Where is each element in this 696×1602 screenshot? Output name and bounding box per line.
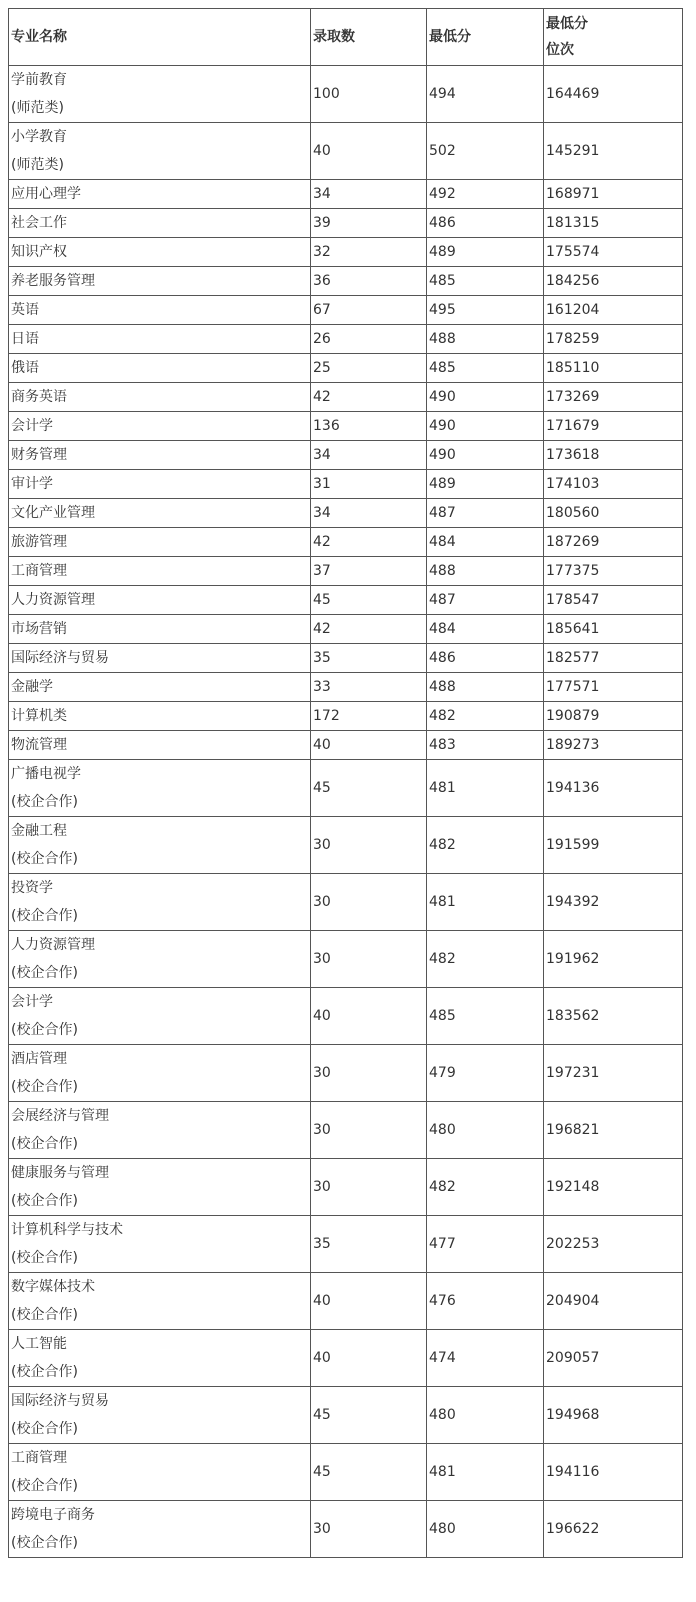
major-name: 广播电视学 xyxy=(11,766,81,782)
table-row xyxy=(9,1273,683,1330)
cell-major xyxy=(9,470,311,499)
cell-major xyxy=(9,702,311,731)
major-name: 金融学 xyxy=(11,679,53,695)
cell-admitted: 34 xyxy=(311,441,427,470)
cell-admitted: 26 xyxy=(311,325,427,354)
major-name: 知识产权 xyxy=(11,244,67,260)
cell-min-rank: 189273 xyxy=(544,731,683,760)
cell-major xyxy=(9,66,311,123)
cell-admitted: 30 xyxy=(311,874,427,931)
major-name: 学前教育 xyxy=(11,72,67,88)
cell-min-score: 488 xyxy=(427,557,544,586)
cell-min-rank: 183562 xyxy=(544,988,683,1045)
table-row xyxy=(9,874,683,931)
major-name: 小学教育 xyxy=(11,129,67,145)
cell-major xyxy=(9,557,311,586)
cell-major xyxy=(9,1387,311,1444)
header-min-score: 最低分 xyxy=(427,9,544,66)
cell-admitted: 42 xyxy=(311,528,427,557)
cell-major xyxy=(9,760,311,817)
cell-admitted: 45 xyxy=(311,1387,427,1444)
cell-min-rank: 190879 xyxy=(544,702,683,731)
cell-admitted: 39 xyxy=(311,209,427,238)
cell-min-score: 488 xyxy=(427,673,544,702)
major-name: 计算机科学与技术 xyxy=(11,1222,123,1238)
table-row xyxy=(9,1330,683,1387)
cell-min-score: 476 xyxy=(427,1273,544,1330)
cell-min-score: 480 xyxy=(427,1102,544,1159)
major-name: 会展经济与管理 xyxy=(11,1108,109,1124)
major-name: 金融工程 xyxy=(11,823,67,839)
major-note: (校企合作) xyxy=(11,1193,78,1209)
cell-min-score: 482 xyxy=(427,1159,544,1216)
cell-major xyxy=(9,1273,311,1330)
cell-admitted: 100 xyxy=(311,66,427,123)
cell-min-rank: 173618 xyxy=(544,441,683,470)
major-note: (校企合作) xyxy=(11,1421,78,1437)
cell-min-rank: 191962 xyxy=(544,931,683,988)
table-row xyxy=(9,1045,683,1102)
cell-min-score: 477 xyxy=(427,1216,544,1273)
cell-min-score: 482 xyxy=(427,702,544,731)
cell-admitted: 30 xyxy=(311,1102,427,1159)
cell-major xyxy=(9,123,311,180)
major-name: 工商管理 xyxy=(11,1450,67,1466)
cell-major xyxy=(9,731,311,760)
major-name: 国际经济与贸易 xyxy=(11,650,109,666)
cell-major xyxy=(9,1444,311,1501)
cell-major xyxy=(9,931,311,988)
cell-major xyxy=(9,874,311,931)
table-row xyxy=(9,557,683,586)
cell-min-score: 481 xyxy=(427,760,544,817)
cell-major xyxy=(9,1045,311,1102)
cell-min-score: 485 xyxy=(427,354,544,383)
cell-min-score: 490 xyxy=(427,441,544,470)
cell-major xyxy=(9,673,311,702)
major-note: (校企合作) xyxy=(11,1079,78,1095)
cell-min-score: 484 xyxy=(427,528,544,557)
cell-admitted: 172 xyxy=(311,702,427,731)
cell-major xyxy=(9,1102,311,1159)
major-name: 应用心理学 xyxy=(11,186,81,202)
major-name: 社会工作 xyxy=(11,215,67,231)
cell-min-rank: 194116 xyxy=(544,1444,683,1501)
major-name: 俄语 xyxy=(11,360,39,376)
table-row xyxy=(9,354,683,383)
cell-min-score: 495 xyxy=(427,296,544,325)
major-name: 国际经济与贸易 xyxy=(11,1393,109,1409)
cell-min-score: 489 xyxy=(427,470,544,499)
cell-admitted: 42 xyxy=(311,383,427,412)
cell-admitted: 33 xyxy=(311,673,427,702)
major-note: (校企合作) xyxy=(11,1478,78,1494)
cell-major xyxy=(9,1501,311,1558)
major-name: 健康服务与管理 xyxy=(11,1165,109,1181)
major-name: 会计学 xyxy=(11,418,53,434)
major-name: 英语 xyxy=(11,302,39,318)
cell-admitted: 36 xyxy=(311,267,427,296)
major-name: 人工智能 xyxy=(11,1336,67,1352)
cell-min-score: 487 xyxy=(427,586,544,615)
cell-min-rank: 194136 xyxy=(544,760,683,817)
cell-min-rank: 194392 xyxy=(544,874,683,931)
cell-min-score: 482 xyxy=(427,817,544,874)
cell-major xyxy=(9,586,311,615)
table-row xyxy=(9,586,683,615)
cell-min-score: 486 xyxy=(427,209,544,238)
cell-admitted: 25 xyxy=(311,354,427,383)
cell-min-rank: 168971 xyxy=(544,180,683,209)
cell-admitted: 136 xyxy=(311,412,427,441)
major-note: (校企合作) xyxy=(11,1307,78,1323)
major-name: 文化产业管理 xyxy=(11,505,95,521)
cell-major xyxy=(9,354,311,383)
header-admitted: 录取数 xyxy=(311,9,427,66)
major-name: 会计学 xyxy=(11,994,53,1010)
cell-min-score: 490 xyxy=(427,412,544,441)
cell-major xyxy=(9,644,311,673)
header-min-rank xyxy=(544,9,683,66)
table-body xyxy=(9,66,683,1558)
cell-min-score: 480 xyxy=(427,1501,544,1558)
major-name: 市场营销 xyxy=(11,621,67,637)
cell-min-score: 485 xyxy=(427,988,544,1045)
cell-admitted: 45 xyxy=(311,1444,427,1501)
cell-major xyxy=(9,1216,311,1273)
cell-min-rank: 191599 xyxy=(544,817,683,874)
table-row xyxy=(9,66,683,123)
cell-admitted: 31 xyxy=(311,470,427,499)
cell-min-rank: 180560 xyxy=(544,499,683,528)
cell-min-rank: 145291 xyxy=(544,123,683,180)
major-note: (校企合作) xyxy=(11,1250,78,1266)
table-row xyxy=(9,644,683,673)
cell-admitted: 35 xyxy=(311,644,427,673)
major-note: (师范类) xyxy=(11,100,64,116)
table-row xyxy=(9,1387,683,1444)
cell-min-rank: 187269 xyxy=(544,528,683,557)
cell-admitted: 30 xyxy=(311,1501,427,1558)
cell-min-rank: 197231 xyxy=(544,1045,683,1102)
major-note: (校企合作) xyxy=(11,1364,78,1380)
header-min-rank-line2: 位次 xyxy=(546,42,574,58)
cell-major xyxy=(9,817,311,874)
cell-major xyxy=(9,499,311,528)
major-name: 商务英语 xyxy=(11,389,67,405)
cell-min-score: 487 xyxy=(427,499,544,528)
major-note: (校企合作) xyxy=(11,1535,78,1551)
table-row xyxy=(9,1102,683,1159)
cell-major xyxy=(9,528,311,557)
cell-admitted: 37 xyxy=(311,557,427,586)
cell-major xyxy=(9,412,311,441)
cell-min-rank: 185110 xyxy=(544,354,683,383)
cell-major xyxy=(9,1330,311,1387)
cell-admitted: 30 xyxy=(311,931,427,988)
table-row xyxy=(9,528,683,557)
table-row xyxy=(9,817,683,874)
cell-major xyxy=(9,180,311,209)
table-row xyxy=(9,412,683,441)
cell-admitted: 30 xyxy=(311,1045,427,1102)
cell-major xyxy=(9,209,311,238)
cell-admitted: 34 xyxy=(311,499,427,528)
cell-min-score: 481 xyxy=(427,1444,544,1501)
cell-admitted: 34 xyxy=(311,180,427,209)
admissions-table-container xyxy=(8,8,683,1558)
cell-min-rank: 192148 xyxy=(544,1159,683,1216)
major-note: (校企合作) xyxy=(11,794,78,810)
major-name: 工商管理 xyxy=(11,563,67,579)
cell-min-rank: 202253 xyxy=(544,1216,683,1273)
cell-admitted: 45 xyxy=(311,760,427,817)
header-min-rank-line1: 最低分 xyxy=(546,16,588,32)
table-row xyxy=(9,615,683,644)
major-note: (校企合作) xyxy=(11,1136,78,1152)
header-major: 专业名称 xyxy=(9,9,311,66)
major-name: 旅游管理 xyxy=(11,534,67,550)
cell-min-rank: 173269 xyxy=(544,383,683,412)
major-note: (师范类) xyxy=(11,157,64,173)
table-row xyxy=(9,209,683,238)
major-name: 酒店管理 xyxy=(11,1051,67,1067)
table-row xyxy=(9,1159,683,1216)
table-row xyxy=(9,267,683,296)
cell-min-rank: 204904 xyxy=(544,1273,683,1330)
table-row xyxy=(9,383,683,412)
cell-min-score: 488 xyxy=(427,325,544,354)
cell-admitted: 40 xyxy=(311,1330,427,1387)
table-row xyxy=(9,499,683,528)
table-row xyxy=(9,470,683,499)
table-row xyxy=(9,931,683,988)
cell-min-score: 474 xyxy=(427,1330,544,1387)
cell-min-score: 479 xyxy=(427,1045,544,1102)
major-name: 投资学 xyxy=(11,880,53,896)
admissions-table xyxy=(8,8,683,1558)
major-note: (校企合作) xyxy=(11,965,78,981)
cell-min-rank: 178547 xyxy=(544,586,683,615)
cell-min-rank: 184256 xyxy=(544,267,683,296)
cell-admitted: 40 xyxy=(311,1273,427,1330)
cell-min-rank: 182577 xyxy=(544,644,683,673)
cell-major xyxy=(9,441,311,470)
cell-min-rank: 161204 xyxy=(544,296,683,325)
table-row xyxy=(9,988,683,1045)
cell-min-rank: 185641 xyxy=(544,615,683,644)
major-name: 日语 xyxy=(11,331,39,347)
cell-min-score: 494 xyxy=(427,66,544,123)
cell-min-score: 481 xyxy=(427,874,544,931)
cell-min-score: 484 xyxy=(427,615,544,644)
cell-min-rank: 175574 xyxy=(544,238,683,267)
cell-min-rank: 177571 xyxy=(544,673,683,702)
major-name: 审计学 xyxy=(11,476,53,492)
major-name: 计算机类 xyxy=(11,708,67,724)
table-row xyxy=(9,731,683,760)
cell-major xyxy=(9,296,311,325)
table-row xyxy=(9,238,683,267)
cell-admitted: 42 xyxy=(311,615,427,644)
cell-major xyxy=(9,383,311,412)
cell-major xyxy=(9,238,311,267)
table-row xyxy=(9,180,683,209)
table-row xyxy=(9,1216,683,1273)
cell-min-score: 485 xyxy=(427,267,544,296)
major-name: 物流管理 xyxy=(11,737,67,753)
cell-major xyxy=(9,615,311,644)
cell-min-score: 489 xyxy=(427,238,544,267)
major-note: (校企合作) xyxy=(11,1022,78,1038)
major-name: 财务管理 xyxy=(11,447,67,463)
cell-major xyxy=(9,988,311,1045)
cell-min-score: 482 xyxy=(427,931,544,988)
table-header-row xyxy=(9,9,683,66)
cell-admitted: 40 xyxy=(311,123,427,180)
cell-min-score: 483 xyxy=(427,731,544,760)
major-note: (校企合作) xyxy=(11,851,78,867)
major-name: 数字媒体技术 xyxy=(11,1279,95,1295)
cell-min-rank: 177375 xyxy=(544,557,683,586)
cell-min-rank: 196821 xyxy=(544,1102,683,1159)
major-name: 人力资源管理 xyxy=(11,592,95,608)
cell-admitted: 30 xyxy=(311,817,427,874)
table-row xyxy=(9,673,683,702)
cell-admitted: 40 xyxy=(311,988,427,1045)
cell-admitted: 40 xyxy=(311,731,427,760)
table-row xyxy=(9,296,683,325)
table-row xyxy=(9,1501,683,1558)
table-row xyxy=(9,760,683,817)
major-name: 养老服务管理 xyxy=(11,273,95,289)
cell-admitted: 45 xyxy=(311,586,427,615)
table-row xyxy=(9,441,683,470)
cell-min-score: 502 xyxy=(427,123,544,180)
cell-admitted: 67 xyxy=(311,296,427,325)
cell-admitted: 35 xyxy=(311,1216,427,1273)
cell-major xyxy=(9,267,311,296)
cell-min-rank: 181315 xyxy=(544,209,683,238)
table-row xyxy=(9,1444,683,1501)
cell-min-rank: 209057 xyxy=(544,1330,683,1387)
cell-admitted: 32 xyxy=(311,238,427,267)
cell-min-rank: 174103 xyxy=(544,470,683,499)
cell-major xyxy=(9,1159,311,1216)
cell-min-rank: 178259 xyxy=(544,325,683,354)
table-row xyxy=(9,123,683,180)
cell-min-rank: 196622 xyxy=(544,1501,683,1558)
cell-min-score: 486 xyxy=(427,644,544,673)
major-name: 跨境电子商务 xyxy=(11,1507,95,1523)
cell-admitted: 30 xyxy=(311,1159,427,1216)
cell-min-rank: 171679 xyxy=(544,412,683,441)
table-row xyxy=(9,325,683,354)
table-row xyxy=(9,702,683,731)
major-note: (校企合作) xyxy=(11,908,78,924)
cell-min-rank: 164469 xyxy=(544,66,683,123)
cell-min-score: 480 xyxy=(427,1387,544,1444)
cell-major xyxy=(9,325,311,354)
cell-min-score: 492 xyxy=(427,180,544,209)
cell-min-score: 490 xyxy=(427,383,544,412)
cell-min-rank: 194968 xyxy=(544,1387,683,1444)
major-name: 人力资源管理 xyxy=(11,937,95,953)
